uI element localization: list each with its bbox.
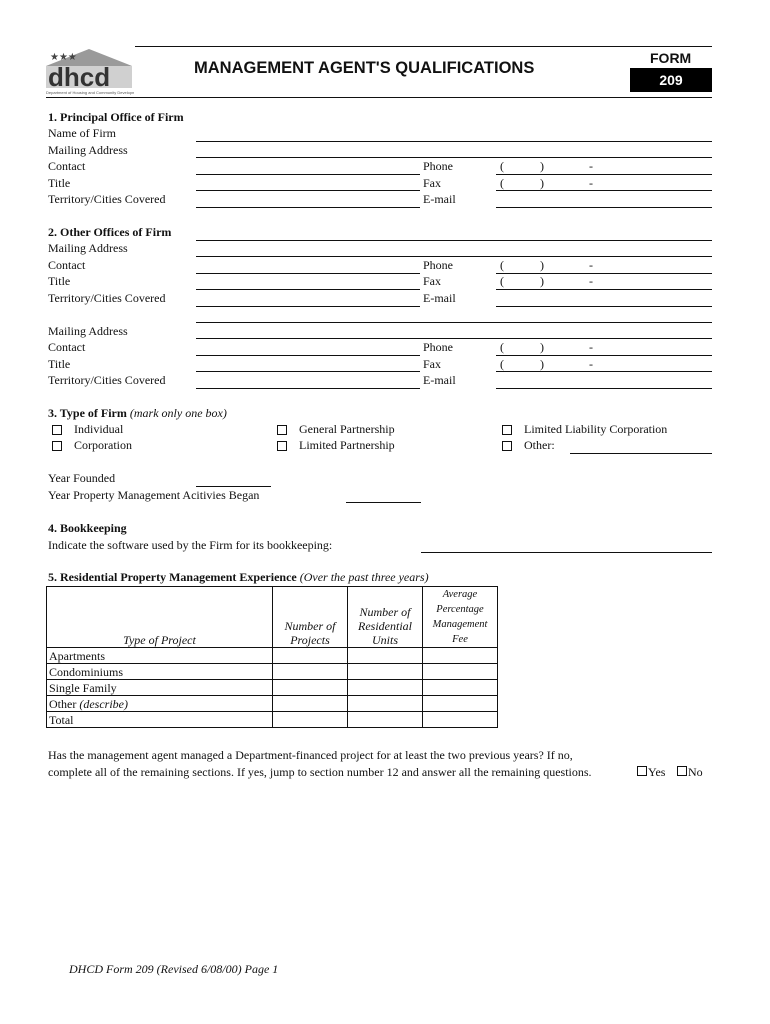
header-number-of-units: Number of Residential Units xyxy=(348,587,423,648)
email-label: E-mail xyxy=(423,373,456,387)
fax-field[interactable] xyxy=(496,371,712,372)
general-partnership-checkbox[interactable] xyxy=(277,425,287,435)
cell-input[interactable] xyxy=(348,680,423,696)
row-label: Total xyxy=(47,712,273,728)
cell-input[interactable] xyxy=(423,712,498,728)
phone-field-template: ( ) - xyxy=(500,340,593,354)
title-label: Title xyxy=(48,357,71,371)
email-field[interactable] xyxy=(496,207,712,208)
mailing-address-field[interactable] xyxy=(196,338,712,339)
email-label: E-mail xyxy=(423,192,456,206)
header-management-fee: Average Percentage Management Fee xyxy=(423,587,498,648)
table-header-row xyxy=(47,587,498,648)
no-checkbox[interactable] xyxy=(677,766,687,776)
territory-label: Territory/Cities Covered xyxy=(48,373,166,387)
phone-field[interactable] xyxy=(496,273,712,274)
llc-label: Limited Liability Corporation xyxy=(524,422,668,436)
contact-label: Contact xyxy=(48,258,86,272)
section5-heading-row xyxy=(48,570,429,584)
row-label: Condominiums xyxy=(47,664,273,680)
logo-text: dhcd xyxy=(48,62,111,92)
territory-field[interactable] xyxy=(196,306,420,307)
cell-input[interactable] xyxy=(348,664,423,680)
table-row xyxy=(47,712,498,728)
title-field[interactable] xyxy=(196,289,420,290)
section5-note: (Over the past three years) xyxy=(299,570,429,584)
table-row xyxy=(47,696,498,712)
contact-field[interactable] xyxy=(196,273,420,274)
contact-label: Contact xyxy=(48,340,86,354)
contact-field[interactable] xyxy=(196,355,420,356)
fax-field[interactable] xyxy=(496,289,712,290)
section2-heading: 2. Other Offices of Firm xyxy=(48,225,172,239)
phone-label: Phone xyxy=(423,159,453,173)
phone-field[interactable] xyxy=(496,355,712,356)
dhcd-logo-mark xyxy=(44,46,134,96)
individual-checkbox[interactable] xyxy=(52,425,62,435)
fax-field-template: ( ) - xyxy=(500,176,593,190)
yes-label: Yes xyxy=(648,765,666,779)
fax-field[interactable] xyxy=(496,190,712,191)
other-office-2-field[interactable] xyxy=(196,322,712,323)
phone-label: Phone xyxy=(423,340,453,354)
mailing-address-label: Mailing Address xyxy=(48,241,128,255)
territory-field[interactable] xyxy=(196,388,420,389)
fax-field-template: ( ) - xyxy=(500,274,593,288)
header-type-of-project: Type of Project xyxy=(47,587,273,648)
yes-checkbox[interactable] xyxy=(637,766,647,776)
cell-input[interactable] xyxy=(273,664,348,680)
cell-input[interactable] xyxy=(423,680,498,696)
limited-partnership-checkbox[interactable] xyxy=(277,441,287,451)
title-field[interactable] xyxy=(196,371,420,372)
territory-field[interactable] xyxy=(196,207,420,208)
table-row xyxy=(47,664,498,680)
section4-heading: 4. Bookkeeping xyxy=(48,521,127,535)
table-row xyxy=(47,680,498,696)
general-partnership-label: General Partnership xyxy=(299,422,395,436)
year-founded-field[interactable] xyxy=(196,486,271,487)
section1-heading: 1. Principal Office of Firm xyxy=(48,110,184,124)
limited-partnership-label: Limited Partnership xyxy=(299,438,395,452)
contact-label: Contact xyxy=(48,159,86,173)
row-label: Other (describe) xyxy=(47,696,273,712)
name-of-firm-label: Name of Firm xyxy=(48,126,116,140)
cell-input[interactable] xyxy=(423,664,498,680)
cell-input[interactable] xyxy=(348,648,423,664)
cell-input[interactable] xyxy=(273,648,348,664)
section5-heading: 5. Residential Property Management Experience xyxy=(48,570,297,584)
mailing-address-field[interactable] xyxy=(196,157,712,158)
fax-label: Fax xyxy=(423,274,441,288)
logo-stars: ★★★ xyxy=(50,52,77,63)
email-field[interactable] xyxy=(496,306,712,307)
cell-input[interactable] xyxy=(423,696,498,712)
section3-heading-row xyxy=(48,406,227,420)
phone-field-template: ( ) - xyxy=(500,159,593,173)
header-number-of-projects: Number of Projects xyxy=(273,587,348,648)
form-number-badge xyxy=(630,68,712,92)
year-founded-label: Year Founded xyxy=(48,471,116,485)
phone-label: Phone xyxy=(423,258,453,272)
other-field[interactable] xyxy=(570,453,712,454)
phone-field-template: ( ) - xyxy=(500,258,593,272)
title-label: Title xyxy=(48,274,71,288)
corporation-checkbox[interactable] xyxy=(52,441,62,451)
row-label: Single Family xyxy=(47,680,273,696)
mailing-address-label: Mailing Address xyxy=(48,324,128,338)
cell-input[interactable] xyxy=(423,648,498,664)
phone-field[interactable] xyxy=(496,174,712,175)
individual-label: Individual xyxy=(74,422,124,436)
fax-label: Fax xyxy=(423,176,441,190)
cell-input[interactable] xyxy=(273,712,348,728)
table-row xyxy=(47,648,498,664)
mailing-address-field[interactable] xyxy=(196,256,712,257)
form-number: 209 xyxy=(659,72,683,88)
fax-field-template: ( ) - xyxy=(500,357,593,371)
logo-caption: Department of Housing and Community Development xyxy=(46,90,134,95)
logo xyxy=(44,46,134,96)
email-field[interactable] xyxy=(496,388,712,389)
experience-table xyxy=(46,586,498,728)
year-began-label: Year Property Management Acitivies Began xyxy=(48,488,260,502)
other-label: Other: xyxy=(524,438,555,452)
other-office-field[interactable] xyxy=(196,240,712,241)
form-label: FORM xyxy=(650,50,692,66)
territory-label: Territory/Cities Covered xyxy=(48,192,166,206)
footer-text: DHCD Form 209 (Revised 6/08/00) Page 1 xyxy=(69,962,279,976)
cell-input[interactable] xyxy=(348,712,423,728)
fax-label: Fax xyxy=(423,357,441,371)
question-line-2: complete all of the remaining sections. If yes, jump to section number 12 and answer all the remaining questions. xyxy=(48,765,592,779)
llc-checkbox[interactable] xyxy=(502,425,512,435)
name-of-firm-field[interactable] xyxy=(196,141,712,142)
title-field[interactable] xyxy=(196,190,420,191)
question-line-1: Has the management agent managed a Department-financed project for at least the two previous years? If no, xyxy=(48,748,573,762)
section3-note: (mark only one box) xyxy=(129,406,227,420)
section3-heading: 3. Type of Firm xyxy=(48,406,127,420)
bookkeeping-software-field[interactable] xyxy=(421,552,712,553)
other-checkbox[interactable] xyxy=(502,441,512,451)
cell-input[interactable] xyxy=(273,696,348,712)
form-title: MANAGEMENT AGENT'S QUALIFICATIONS xyxy=(194,59,535,77)
email-label: E-mail xyxy=(423,291,456,305)
corporation-label: Corporation xyxy=(74,438,132,452)
cell-input[interactable] xyxy=(273,680,348,696)
territory-label: Territory/Cities Covered xyxy=(48,291,166,305)
year-began-field[interactable] xyxy=(346,502,421,503)
no-label: No xyxy=(688,765,703,779)
mailing-address-label: Mailing Address xyxy=(48,143,128,157)
row-label: Apartments xyxy=(47,648,273,664)
contact-field[interactable] xyxy=(196,174,420,175)
cell-input[interactable] xyxy=(348,696,423,712)
bookkeeping-prompt: Indicate the software used by the Firm for its bookkeeping: xyxy=(48,538,333,552)
title-label: Title xyxy=(48,176,71,190)
